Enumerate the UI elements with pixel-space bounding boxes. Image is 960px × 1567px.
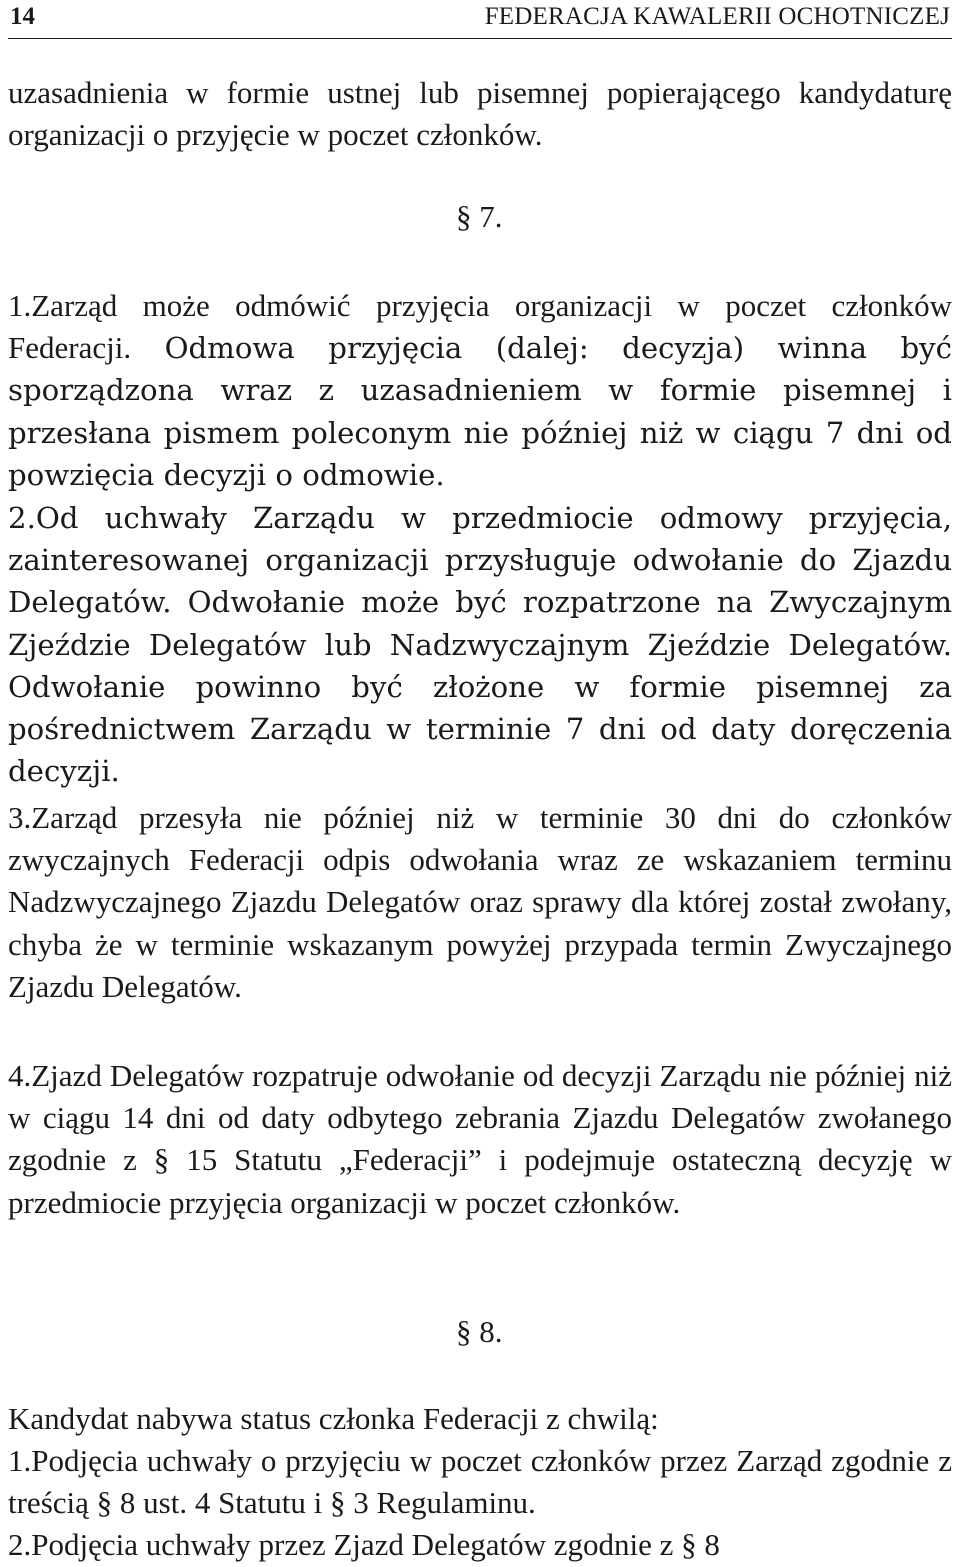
section-7-point-3: 3.Zarząd przesyła nie później niż w terminie 30 dni do członków zwyczajnych Federacji odpis odwołania wraz ze wskazaniem terminu Nadzwyczajnego Zjazdu Delegatów oraz sprawy dla której został zwołany, chyba że w terminie wskazanym powyżej przypada termin Zwyczajnego Zjazdu Delegatów. (8, 800, 952, 1004)
section-7-point-2: 2.Od uchwały Zarządu w przedmiocie odmowy przyjęcia, zainteresowanej organizacji przysługuje odwołanie do Zjazdu Delegatów. Odwołanie może być rozpatrzone na Zwyczajnym Zjeździe Delegatów lub Nadzwyczajnym Zjeździe Delegatów. Odwołanie powinno być złożone w formie pisemnej za pośrednictwem Zarządu w terminie 7 dni od daty doręczenia decyzji. (8, 501, 952, 789)
section-7-point-1-rest: Odmowa przyjęcia (dalej: decyzja) winna być sporządzona wraz z uzasadnieniem w formie pisemnej i przesłana pismem poleconym nie później niż w ciągu 7 dni od powzięcia decyzji o odmowie. (8, 331, 952, 492)
section-7-point-4: 4.Zjazd Delegatów rozpatruje odwołanie od decyzji Zarządu nie później niż w ciągu 14 dni od daty odbytego zebrania Zjazdu Delegatów zwołanego zgodnie z § 15 Statutu „Federacji” i podejmuje ostateczną decyzję w przedmiocie przyjęcia organizacji w poczet członków. (8, 1058, 952, 1220)
section-7-point-1-start: 1.Zarząd może odmówić przyjęcia organizacji w poczet członków Federacji. (8, 288, 952, 366)
section-8-lead: Kandydat nabywa status członka Federacji z chwilą: (8, 1401, 659, 1436)
page-number: 14 (10, 3, 35, 30)
section-7-point-1-intro (8, 285, 952, 496)
section-8-point-2: 2.Podjęcia uchwały przez Zjazd Delegatów zgodnie z § 8 (8, 1527, 720, 1562)
section-8-point-1: 1.Podjęcia uchwały o przyjęciu w poczet członków przez Zarząd zgodnie z treścią § 8 ust. 4 Statutu i § 3 Regulaminu. (8, 1443, 952, 1521)
intro-paragraph: uzasadnienia w formie ustnej lub pisemnej popierającego kandydaturę organizacji o przyjęcie w poczet członków. (8, 75, 952, 153)
page-header (8, 0, 952, 39)
running-title: FEDERACJA KAWALERII OCHOTNICZEJ (484, 3, 950, 30)
section-8-heading: § 8. (456, 1314, 503, 1349)
section-7-heading: § 7. (456, 199, 503, 234)
